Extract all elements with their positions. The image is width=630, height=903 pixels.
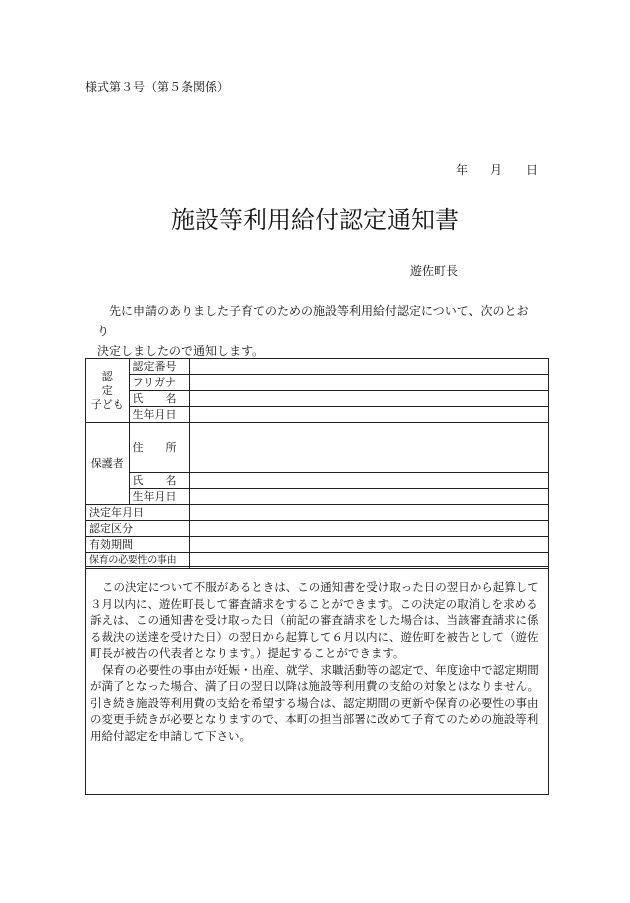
child-name-label: 氏 名 [129, 391, 190, 407]
certification-table [85, 358, 549, 569]
guardian-group-label: 保護者 [86, 423, 130, 505]
guardian-name-value[interactable] [190, 473, 549, 489]
day-label: 日 [526, 163, 539, 177]
child-birthdate-value[interactable] [190, 407, 549, 423]
intro-line-1: 先に申請のありました子育てのための施設等利用給付認定について、次のとおり [97, 304, 529, 338]
child-group-label [86, 359, 135, 423]
form-number: 様式第３号（第５条関係） [85, 80, 230, 94]
notice-paragraph-1: この決定について不服があるときは、この通知書を受け取った日の翌日から起算して３月以内に、遊佐町長して審査請求をすることができます。この決定の取消しを求める訴えは、この通知書を受け取った日（前記の審査請求をした場合は、当該審査請求に係る裁決の送達を受けた日）の翌日から起算して６月以内に、遊佐町を被告として（遊佐町長が被告の代表者となります。）提起することができます。 [90, 580, 539, 660]
cert-number-value[interactable] [190, 359, 549, 375]
guardian-name-label: 氏 名 [129, 473, 190, 489]
cert-category-label: 認定区分 [86, 521, 190, 537]
issuer: 遊佐町長 [410, 264, 459, 278]
child-furigana-value[interactable] [190, 375, 549, 391]
intro-line-2: 決定しましたので通知します。 [97, 344, 265, 358]
guardian-birthdate-label: 生年月日 [129, 489, 190, 505]
validity-period-label: 有効期間 [86, 537, 190, 553]
decision-date-label: 決定年月日 [86, 505, 190, 521]
guardian-address-label: 住 所 [129, 423, 190, 473]
month-label: 月 [490, 163, 503, 177]
child-name-value[interactable] [190, 391, 549, 407]
care-reason-label: 保育の必要性の事由 [86, 553, 190, 569]
child-furigana-label: フリガナ [129, 375, 190, 391]
notice-paragraph-2: 保育の必要性の事由が妊娠・出産、就学、求職活動等の認定で、年度途中で認定期間が満了となった場合、満了日の翌日以降は施設等利用費の支給の対象とはなりません。引き続き施設等利用費の支給を希望する場合は、認定期間の更新や保育の必要性の事由の変更手続きが必要となりますので、本町の担当部署に改めて子育てのための施設等利用給付認定を申請して下さい。 [90, 662, 540, 743]
guardian-birthdate-value[interactable] [190, 489, 549, 505]
date-line [456, 161, 538, 178]
validity-period-value[interactable] [190, 537, 549, 553]
child-group-line-2: 子ども [90, 397, 124, 411]
page-title: 施設等利用給付認定通知書 [171, 206, 459, 234]
child-group-line-1: 認 定 [101, 369, 135, 397]
guardian-address-value[interactable] [190, 423, 549, 473]
decision-date-value[interactable] [190, 505, 549, 521]
appeal-notice [85, 566, 549, 795]
child-birthdate-label: 生年月日 [129, 407, 190, 423]
cert-category-value[interactable] [190, 521, 549, 537]
intro-text [97, 301, 537, 361]
year-label: 年 [456, 163, 469, 177]
cert-number-label: 認定番号 [129, 359, 190, 375]
